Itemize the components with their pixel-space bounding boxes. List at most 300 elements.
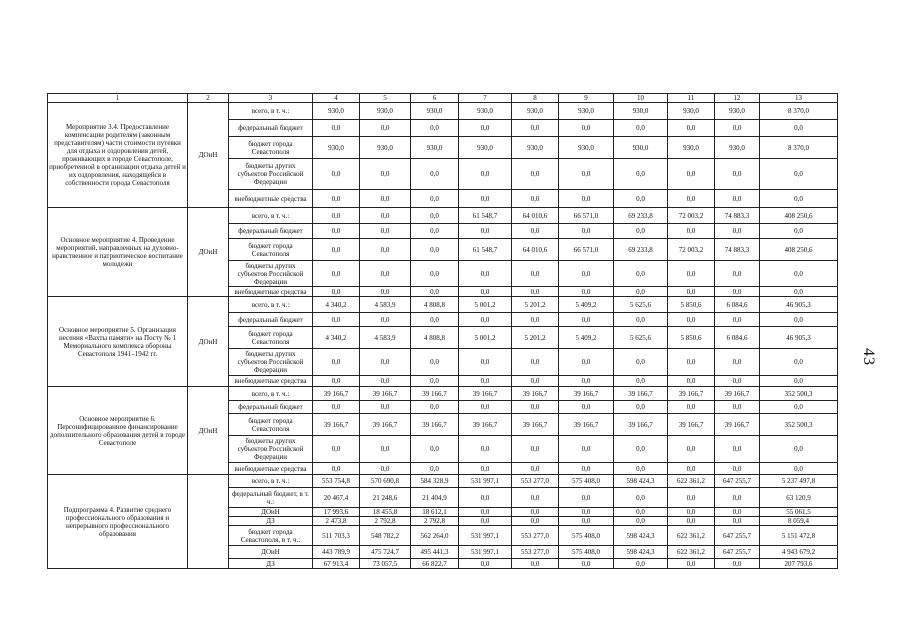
amount-cell: 598 424,3 [614,526,668,546]
amount-cell: 0,0 [760,159,838,190]
amount-cell: 0,0 [715,349,760,376]
amount-cell: 0,0 [668,517,715,526]
amount-cell: 548 782,2 [360,526,411,546]
amount-cell: 4 808,8 [411,327,459,349]
amount-cell: 18 612,1 [411,508,459,517]
amount-cell: 6 084,6 [715,327,760,349]
amount-cell: 930,0 [512,137,559,159]
amount-cell: 46 905,3 [760,297,838,313]
amount-cell: 0,0 [512,376,559,387]
activity-name: Подпрограмма 4. Развитие среднего профессионального образования и непрерывного профессионального образования [48,475,188,569]
funding-source: всего, в т. ч.: [229,297,313,313]
amount-cell: 21 404,9 [411,488,459,508]
amount-cell: 5 850,6 [668,327,715,349]
amount-cell: 66 822,7 [411,559,459,569]
amount-cell: 0,0 [459,159,512,190]
table-row [48,475,838,488]
amount-cell: 0,0 [459,559,512,569]
amount-cell: 5 001,2 [459,297,512,313]
amount-cell: 0,0 [614,261,668,287]
amount-cell: 0,0 [360,313,411,327]
amount-cell: 0,0 [313,436,360,463]
funding-source: бюджеты других субъектов Российской Федерации [229,436,313,463]
amount-cell: 0,0 [411,190,459,208]
amount-cell: 0,0 [715,159,760,190]
amount-cell: 0,0 [614,159,668,190]
amount-cell: 4 943 679,2 [760,546,838,559]
amount-cell: 64 010,6 [512,239,559,261]
amount-cell: 67 913,4 [313,559,360,569]
amount-cell: 531 997,1 [459,475,512,488]
amount-cell: 0,0 [715,120,760,137]
amount-cell: 5 001,2 [459,327,512,349]
amount-cell: 2 792,8 [360,517,411,526]
amount-cell: 207 793,6 [760,559,838,569]
amount-cell: 930,0 [459,103,512,120]
executor [188,475,229,569]
amount-cell: 0,0 [668,436,715,463]
amount-cell: 553 277,0 [512,475,559,488]
amount-cell: 0,0 [614,313,668,327]
amount-cell: 0,0 [360,190,411,208]
amount-cell: 0,0 [614,463,668,475]
amount-cell: 0,0 [313,208,360,224]
table-row [48,103,838,120]
amount-cell: 39 166,7 [313,414,360,436]
amount-cell: 39 166,7 [668,414,715,436]
amount-cell: 598 424,3 [614,475,668,488]
amount-cell: 0,0 [715,559,760,569]
activity-name: Основное мероприятие 6. Персонифицированное финансирование дополнительного образования детей в городе Севастополе [48,387,188,475]
amount-cell: 622 361,2 [668,526,715,546]
amount-cell: 0,0 [668,508,715,517]
amount-cell: 0,0 [360,463,411,475]
funding-source: бюджеты других субъектов Российской Федерации [229,349,313,376]
amount-cell: 0,0 [715,313,760,327]
activity-name: Основное мероприятие 5. Организация несения «Вахты памяти» на Посту № 1 Мемориального комплекса обороны Севастополя 1941–1942 гг. [48,297,188,387]
amount-cell: 930,0 [715,137,760,159]
amount-cell: 0,0 [360,349,411,376]
funding-source: ДЗ [229,559,313,569]
amount-cell: 0,0 [668,224,715,239]
amount-cell: 0,0 [411,463,459,475]
amount-cell: 930,0 [360,103,411,120]
amount-cell: 2 792,8 [411,517,459,526]
amount-cell: 0,0 [313,190,360,208]
funding-source: бюджет города Севастополя [229,327,313,349]
amount-cell: 0,0 [614,559,668,569]
amount-cell: 0,0 [760,436,838,463]
column-header: 2 [188,94,229,103]
amount-cell: 0,0 [512,488,559,508]
amount-cell: 930,0 [559,137,614,159]
amount-cell: 930,0 [411,103,459,120]
funding-source: ДЗ [229,517,313,526]
amount-cell: 622 361,2 [668,475,715,488]
amount-cell: 0,0 [360,401,411,414]
amount-cell: 495 441,3 [411,546,459,559]
amount-cell: 4 583,9 [360,327,411,349]
amount-cell: 0,0 [559,401,614,414]
amount-cell: 0,0 [313,120,360,137]
amount-cell: 0,0 [668,120,715,137]
amount-cell: 73 057,5 [360,559,411,569]
amount-cell: 0,0 [313,239,360,261]
amount-cell: 0,0 [668,287,715,297]
column-header: 12 [715,94,760,103]
amount-cell: 930,0 [360,137,411,159]
amount-cell: 0,0 [459,120,512,137]
funding-source: федеральный бюджет, в т. ч.: [229,488,313,508]
amount-cell: 0,0 [459,376,512,387]
amount-cell: 0,0 [559,159,614,190]
amount-cell: 0,0 [614,401,668,414]
amount-cell: 8 370,0 [760,103,838,120]
amount-cell: 0,0 [715,376,760,387]
amount-cell: 0,0 [411,313,459,327]
amount-cell: 553 277,0 [512,546,559,559]
amount-cell: 0,0 [512,349,559,376]
amount-cell: 5 409,2 [559,297,614,313]
amount-cell: 562 264,0 [411,526,459,546]
amount-cell: 0,0 [459,508,512,517]
amount-cell: 0,0 [411,349,459,376]
amount-cell: 0,0 [313,463,360,475]
amount-cell: 39 166,7 [360,387,411,401]
amount-cell: 352 500,3 [760,387,838,401]
amount-cell: 5 237 497,8 [760,475,838,488]
amount-cell: 0,0 [668,190,715,208]
amount-cell: 69 233,8 [614,239,668,261]
amount-cell: 4 340,2 [313,297,360,313]
amount-cell: 0,0 [760,313,838,327]
amount-cell: 72 003,2 [668,208,715,224]
funding-source: внебюджетные средства [229,376,313,387]
funding-source: всего, в т. ч.: [229,103,313,120]
amount-cell: 0,0 [760,190,838,208]
amount-cell: 0,0 [715,436,760,463]
amount-cell: 64 010,6 [512,208,559,224]
amount-cell: 0,0 [313,376,360,387]
amount-cell: 0,0 [411,401,459,414]
amount-cell: 0,0 [760,463,838,475]
amount-cell: 0,0 [715,261,760,287]
amount-cell: 0,0 [614,224,668,239]
amount-cell: 21 248,6 [360,488,411,508]
amount-cell: 622 361,2 [668,546,715,559]
amount-cell: 930,0 [313,137,360,159]
amount-cell: 0,0 [459,190,512,208]
amount-cell: 0,0 [313,349,360,376]
executor: ДОиН [188,387,229,475]
table-row [48,297,838,313]
funding-source: бюджет города Севастополя, в т. ч.: [229,526,313,546]
amount-cell: 0,0 [411,208,459,224]
amount-cell: 66 571,0 [559,208,614,224]
amount-cell: 531 997,1 [459,526,512,546]
amount-cell: 0,0 [313,401,360,414]
amount-cell: 0,0 [614,190,668,208]
amount-cell: 0,0 [760,224,838,239]
amount-cell: 0,0 [760,120,838,137]
amount-cell: 0,0 [360,159,411,190]
amount-cell: 39 166,7 [715,414,760,436]
amount-cell: 0,0 [715,517,760,526]
amount-cell: 39 166,7 [313,387,360,401]
funding-source: внебюджетные средства [229,190,313,208]
amount-cell: 352 500,3 [760,414,838,436]
column-header: 13 [760,94,838,103]
funding-source: бюджет города Севастополя [229,239,313,261]
amount-cell: 443 789,9 [313,546,360,559]
amount-cell: 0,0 [559,508,614,517]
amount-cell: 0,0 [559,488,614,508]
amount-cell: 0,0 [760,349,838,376]
amount-cell: 0,0 [559,190,614,208]
amount-cell: 0,0 [760,287,838,297]
page-number: 43 [860,348,877,366]
amount-cell: 930,0 [459,137,512,159]
amount-cell: 0,0 [715,508,760,517]
amount-cell: 5 409,2 [559,327,614,349]
amount-cell: 930,0 [715,103,760,120]
amount-cell: 5 625,6 [614,297,668,313]
amount-cell: 0,0 [459,287,512,297]
amount-cell: 0,0 [559,436,614,463]
amount-cell: 0,0 [313,313,360,327]
column-header: 5 [360,94,411,103]
amount-cell: 0,0 [715,287,760,297]
amount-cell: 647 255,7 [715,546,760,559]
amount-cell: 66 571,0 [559,239,614,261]
amount-cell: 475 724,7 [360,546,411,559]
amount-cell: 0,0 [512,190,559,208]
amount-cell: 5 201,2 [512,327,559,349]
amount-cell: 0,0 [512,287,559,297]
amount-cell: 0,0 [512,224,559,239]
amount-cell: 0,0 [559,463,614,475]
amount-cell: 0,0 [360,261,411,287]
funding-source: бюджеты других субъектов Российской Федерации [229,261,313,287]
amount-cell: 584 328,9 [411,475,459,488]
amount-cell: 0,0 [512,159,559,190]
amount-cell: 408 250,6 [760,208,838,224]
amount-cell: 0,0 [459,261,512,287]
funding-source: всего, в т. ч.: [229,208,313,224]
amount-cell: 0,0 [411,239,459,261]
amount-cell: 0,0 [760,261,838,287]
amount-cell: 0,0 [459,517,512,526]
amount-cell: 8 059,4 [760,517,838,526]
amount-cell: 0,0 [668,159,715,190]
amount-cell: 74 883,3 [715,208,760,224]
amount-cell: 0,0 [411,436,459,463]
amount-cell: 930,0 [559,103,614,120]
amount-cell: 0,0 [559,376,614,387]
amount-cell: 72 003,2 [668,239,715,261]
amount-cell: 0,0 [668,488,715,508]
amount-cell: 46 905,3 [760,327,838,349]
funding-source: бюджет города Севастополя [229,414,313,436]
column-header: 8 [512,94,559,103]
budget-table [47,93,838,569]
amount-cell: 930,0 [614,137,668,159]
amount-cell: 5 625,6 [614,327,668,349]
amount-cell: 0,0 [411,224,459,239]
amount-cell: 39 166,7 [715,387,760,401]
amount-cell: 0,0 [411,287,459,297]
amount-cell: 0,0 [559,517,614,526]
amount-cell: 0,0 [360,436,411,463]
column-header: 6 [411,94,459,103]
amount-cell: 0,0 [512,559,559,569]
amount-cell: 0,0 [559,224,614,239]
amount-cell: 4 340,2 [313,327,360,349]
funding-source: федеральный бюджет [229,401,313,414]
amount-cell: 0,0 [360,376,411,387]
amount-cell: 0,0 [512,261,559,287]
amount-cell: 553 277,0 [512,526,559,546]
amount-cell: 63 120,9 [760,488,838,508]
amount-cell: 5 201,2 [512,297,559,313]
amount-cell: 0,0 [614,436,668,463]
funding-source: федеральный бюджет [229,224,313,239]
amount-cell: 930,0 [512,103,559,120]
amount-cell: 647 255,7 [715,475,760,488]
amount-cell: 0,0 [459,224,512,239]
amount-cell: 598 424,3 [614,546,668,559]
amount-cell: 0,0 [715,463,760,475]
amount-cell: 570 690,8 [360,475,411,488]
executor: ДОиН [188,103,229,208]
executor: ДОиН [188,208,229,297]
amount-cell: 6 084,6 [715,297,760,313]
amount-cell: 0,0 [360,120,411,137]
header-row [48,94,838,103]
amount-cell: 0,0 [715,488,760,508]
amount-cell: 0,0 [459,313,512,327]
amount-cell: 0,0 [512,436,559,463]
amount-cell: 0,0 [411,120,459,137]
column-header: 10 [614,94,668,103]
funding-source: внебюджетные средства [229,463,313,475]
amount-cell: 69 233,8 [614,208,668,224]
amount-cell: 0,0 [614,287,668,297]
amount-cell: 0,0 [614,508,668,517]
amount-cell: 0,0 [512,313,559,327]
amount-cell: 39 166,7 [459,387,512,401]
amount-cell: 39 166,7 [614,414,668,436]
amount-cell: 17 993,6 [313,508,360,517]
amount-cell: 0,0 [313,287,360,297]
amount-cell: 575 408,0 [559,526,614,546]
column-header: 4 [313,94,360,103]
funding-source: бюджет города Севастополя [229,137,313,159]
amount-cell: 0,0 [668,349,715,376]
amount-cell: 0,0 [459,349,512,376]
amount-cell: 0,0 [668,401,715,414]
amount-cell: 39 166,7 [360,414,411,436]
column-header: 3 [229,94,313,103]
amount-cell: 0,0 [668,376,715,387]
amount-cell: 930,0 [668,137,715,159]
amount-cell: 39 166,7 [559,387,614,401]
amount-cell: 647 255,7 [715,526,760,546]
amount-cell: 0,0 [459,436,512,463]
amount-cell: 408 250,6 [760,239,838,261]
amount-cell: 5 151 472,8 [760,526,838,546]
amount-cell: 2 473,8 [313,517,360,526]
amount-cell: 0,0 [668,559,715,569]
amount-cell: 4 808,8 [411,297,459,313]
amount-cell: 553 754,8 [313,475,360,488]
funding-source: всего, в т. ч.: [229,475,313,488]
activity-name: Основное мероприятие 4. Проведение мероприятий, направленных на духовно-нравственное и патриотическое воспитание молодежи [48,208,188,297]
amount-cell: 531 997,1 [459,546,512,559]
funding-source: внебюджетные средства [229,287,313,297]
amount-cell: 0,0 [360,287,411,297]
amount-cell: 575 408,0 [559,546,614,559]
amount-cell: 0,0 [512,508,559,517]
funding-source: федеральный бюджет [229,313,313,327]
amount-cell: 0,0 [715,224,760,239]
amount-cell: 0,0 [760,376,838,387]
amount-cell: 61 548,7 [459,239,512,261]
amount-cell: 0,0 [459,463,512,475]
amount-cell: 39 166,7 [614,387,668,401]
amount-cell: 0,0 [313,261,360,287]
amount-cell: 39 166,7 [559,414,614,436]
funding-source: федеральный бюджет [229,120,313,137]
funding-source: всего, в т. ч.: [229,387,313,401]
amount-cell: 39 166,7 [512,387,559,401]
amount-cell: 0,0 [512,517,559,526]
amount-cell: 511 703,3 [313,526,360,546]
amount-cell: 0,0 [668,261,715,287]
amount-cell: 0,0 [668,313,715,327]
amount-cell: 4 583,9 [360,297,411,313]
amount-cell: 0,0 [715,190,760,208]
amount-cell: 930,0 [668,103,715,120]
column-header: 9 [559,94,614,103]
amount-cell: 0,0 [614,488,668,508]
activity-name: Мероприятие 3.4. Предоставление компенсации родителям (законным представителям) части стоимости путевки для отдыха и оздоровления детей, проживающих в городе Севастополе, приобретенной в организации отдыха детей и их оздоровления, находящейся в собственности города Севастополя [48,103,188,208]
funding-source: ДОиН [229,508,313,517]
amount-cell: 0,0 [313,159,360,190]
amount-cell: 0,0 [668,463,715,475]
amount-cell: 0,0 [512,463,559,475]
amount-cell: 0,0 [760,401,838,414]
amount-cell: 0,0 [614,376,668,387]
amount-cell: 0,0 [512,120,559,137]
amount-cell: 39 166,7 [668,387,715,401]
amount-cell: 39 166,7 [411,414,459,436]
column-header: 11 [668,94,715,103]
amount-cell: 8 370,0 [760,137,838,159]
amount-cell: 0,0 [559,313,614,327]
amount-cell: 61 548,7 [459,208,512,224]
column-header: 1 [48,94,188,103]
amount-cell: 0,0 [715,401,760,414]
amount-cell: 5 850,6 [668,297,715,313]
funding-source: бюджеты других субъектов Российской Федерации [229,159,313,190]
table-row [48,208,838,224]
amount-cell: 0,0 [360,239,411,261]
amount-cell: 0,0 [512,401,559,414]
amount-cell: 18 455,8 [360,508,411,517]
column-header: 7 [459,94,512,103]
amount-cell: 0,0 [614,349,668,376]
